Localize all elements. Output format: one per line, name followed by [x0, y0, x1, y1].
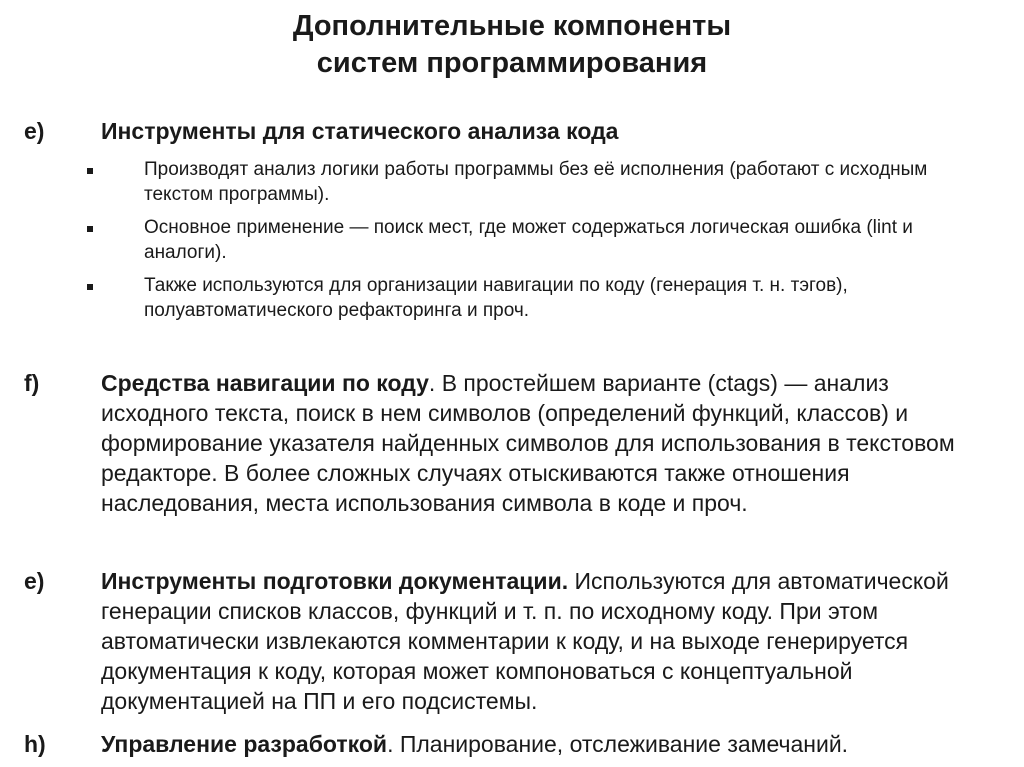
item-heading-rest: . В простейшем варианте (ctags) — анализ исходного текста, поиск в нем символов (определений функций, классов) и формирование указателя найденных символов для использования в текстовом редакторе. В более сложных случаях отыскиваются также отношения наследования, места использования символа в коде и проч. [101, 370, 955, 516]
item-heading-bold: Инструменты подготовки документации. [101, 568, 569, 594]
square-bullet-icon [87, 226, 93, 232]
item-marker: h) [24, 731, 46, 757]
item-heading [101, 368, 991, 518]
square-bullet-icon [87, 168, 93, 174]
bullet-item [0, 276, 1024, 334]
square-bullet-icon [87, 284, 93, 290]
bullet-item [0, 160, 1024, 218]
static-analysis-bullets [0, 160, 1024, 334]
item-heading [101, 566, 991, 716]
item-marker: e) [24, 118, 45, 144]
bullet-text: Также используются для организации навигации по коду (генерация т. н. тэгов), полуавтоматического рефакторинга и проч. [144, 275, 848, 321]
bullet-text: Основное применение — поиск мест, где может содержаться логическая ошибка (lint и аналоги). [144, 217, 913, 263]
bullet-text: Производят анализ логики работы программы без её исполнения (работают с исходным текстом программы). [144, 159, 928, 205]
item-heading [101, 116, 991, 146]
slide-title-line-2: систем программирования [316, 47, 708, 79]
item-heading-rest: Используются для автоматической генерации списков классов, функций и т. п. по исходному коду. При этом автоматически извлекаются комментарии к коду, и на выходе генерируется документация к коду, которая может компоноваться с концептуальной документацией на ПП и его подсистемы. [101, 568, 949, 714]
item-heading-bold: Инструменты для статического анализа кода [101, 118, 619, 144]
item-heading-rest: . Планирование, отслеживание замечаний. [387, 731, 849, 757]
item-heading-bold: Управление разработкой [101, 731, 388, 757]
slide-title [0, 8, 1024, 82]
item-marker: f) [24, 370, 40, 396]
item-marker: e) [24, 568, 45, 594]
item-heading [101, 729, 991, 759]
bullet-item [0, 218, 1024, 276]
item-heading-bold: Средства навигации по коду [101, 370, 429, 396]
slide-title-line-1: Дополнительные компоненты [292, 10, 732, 42]
